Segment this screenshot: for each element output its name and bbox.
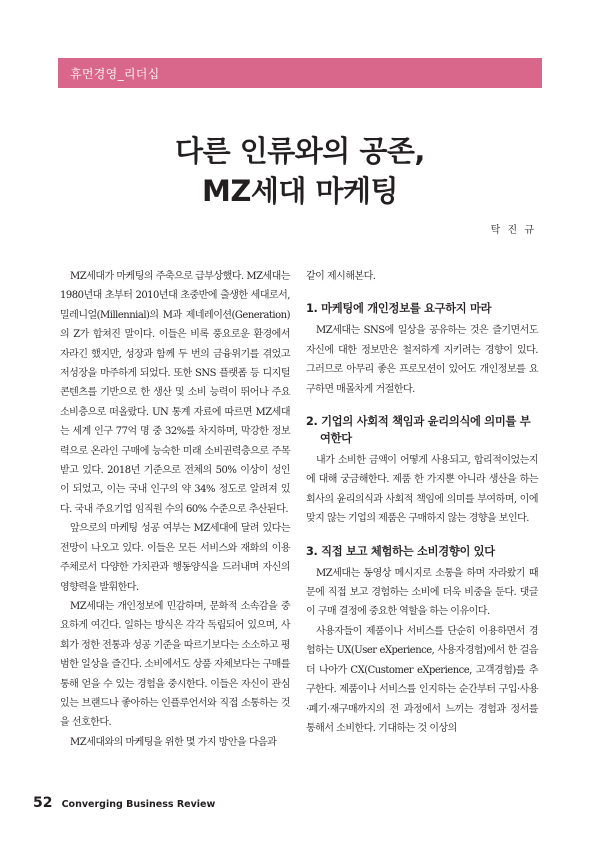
body-paragraph: 사용자들이 제품이나 서비스를 단순히 이용하면서 경험하는 UX(User eXperience, 사용자경험)에서 한 걸음 더 나아가 CX(Customer eXperience, 고객경험)를 추구한다. 제품이나 서비스를 인지하는 순간부터 구입·사용·폐기·재구매까지의 전 과정에서 느끼는 경험과 정서를 통해서 소비한다. 기대하는 것 이상의	[306, 625, 538, 734]
section-heading-2	[306, 413, 538, 447]
section-heading-2-line-2: 여한다	[320, 432, 352, 446]
section-heading-3: 3. 직접 보고 체험하는 소비경향이 있다	[306, 544, 495, 558]
body-paragraph: MZ세대는 SNS에 일상을 공유하는 것은 즐기면서도 자신에 대한 정보만은 철저하게 지키려는 경향이 있다. 그러므로 아무리 좋은 프로모션이 있어도 개인정보를 요구하면 매몰차게 거절한다.	[306, 325, 538, 395]
page-number: 52	[33, 795, 53, 811]
title-line-2: MZ세대 마케팅	[201, 174, 399, 208]
body-paragraph: MZ세대와의 마케팅을 위한 몇 가지 방안을 다음과	[70, 736, 277, 748]
title-line-1: 다른 인류와의 공존,	[175, 134, 425, 168]
author-name: 탁 진 규	[490, 225, 536, 236]
body-paragraph: MZ세대는 개인정보에 민감하며, 문화적 소속감을 중요하게 여긴다. 일하는 방식은 각각 독립되어 있으며, 사회가 정한 전통과 성공 기준을 따르기보다는 소소하고 평범한 일상을 즐긴다. 소비에서도 상품 자체보다는 구매를 통해 얻을 수 있는 경험을 중시한다. 이들은 자신이 관심 있는 브랜드나 좋아하는 인플루언서와 직접 소통하는 것을 선호한다.	[60, 600, 290, 729]
right-column	[306, 267, 538, 738]
body-paragraph: 내가 소비한 금액이 어떻게 사용되고, 합리적이었는지에 대해 궁금해한다. 제품 한 가지뿐 아니라 생산을 하는 회사의 윤리의식과 사회적 책임에 의미를 부여하며, 이에 맞지 않는 기업의 제품은 구매하지 않는 경향을 보인다.	[306, 455, 538, 525]
section-heading-1: 1. 마케팅에 개인정보를 요구하지 마라	[306, 302, 492, 316]
page-footer	[33, 792, 215, 811]
article-title	[0, 131, 600, 211]
body-paragraph: 같이 제시해본다.	[306, 271, 376, 282]
journal-name: Converging Business Review	[61, 799, 216, 810]
section-heading-2-line-1: 2. 기업의 사회적 책임과 윤리의식에 의미를 부	[306, 415, 531, 429]
section-label: 휴먼경영_리더십	[70, 67, 160, 81]
left-column	[60, 267, 290, 752]
body-paragraph: 앞으로의 마케팅 성공 여부는 MZ세대에 달려 있다는 전망이 나오고 있다. 이들은 모든 서비스와 재화의 이용 주체로서 다양한 가치관과 행동양식을 드러내며 자신의 영향력을 발휘한다.	[60, 523, 290, 593]
body-paragraph: MZ세대는 동영상 메시지로 소통을 하며 자라왔기 때문에 직접 보고 경험하는 소비에 더욱 비중을 둔다. 댓글이 구매 결정에 중요한 역할을 하는 이유이다.	[306, 567, 538, 618]
body-paragraph: MZ세대가 마케팅의 주축으로 급부상했다. MZ세대는 1980년대 초부터 2010년대 초중반에 출생한 세대로서, 밀레니얼(Millennial)의 M과 제네레이션(Generation)의 Z가 합쳐진 말이다. 이들은 비록 풍요로운 환경에서 자라긴 했지만, 성장과 함께 두 번의 금융위기를 겪었고 저성장을 마주하게 되었다. 또한 SNS 플랫폼 등 디지털 콘텐츠를 기반으로 한 생산 및 소비 능력이 뛰어나 주요 소비층으로 떠올랐다. UN 통계 자료에 따르면 MZ세대는 세계 인구 77억 명 중 32%를 차지하며, 막강한 정보력으로 온라인 구매에 능숙한 미래 소비권력층으로 주목받고 있다. 2018년 기준으로 전체의 50% 이상이 성인이 되었고, 이는 국내 인구의 약 34% 정도로 알려져 있다. 국내 주요기업 임직원 수의 60% 수준으로 추산된다.	[60, 271, 290, 515]
section-banner	[58, 58, 542, 88]
